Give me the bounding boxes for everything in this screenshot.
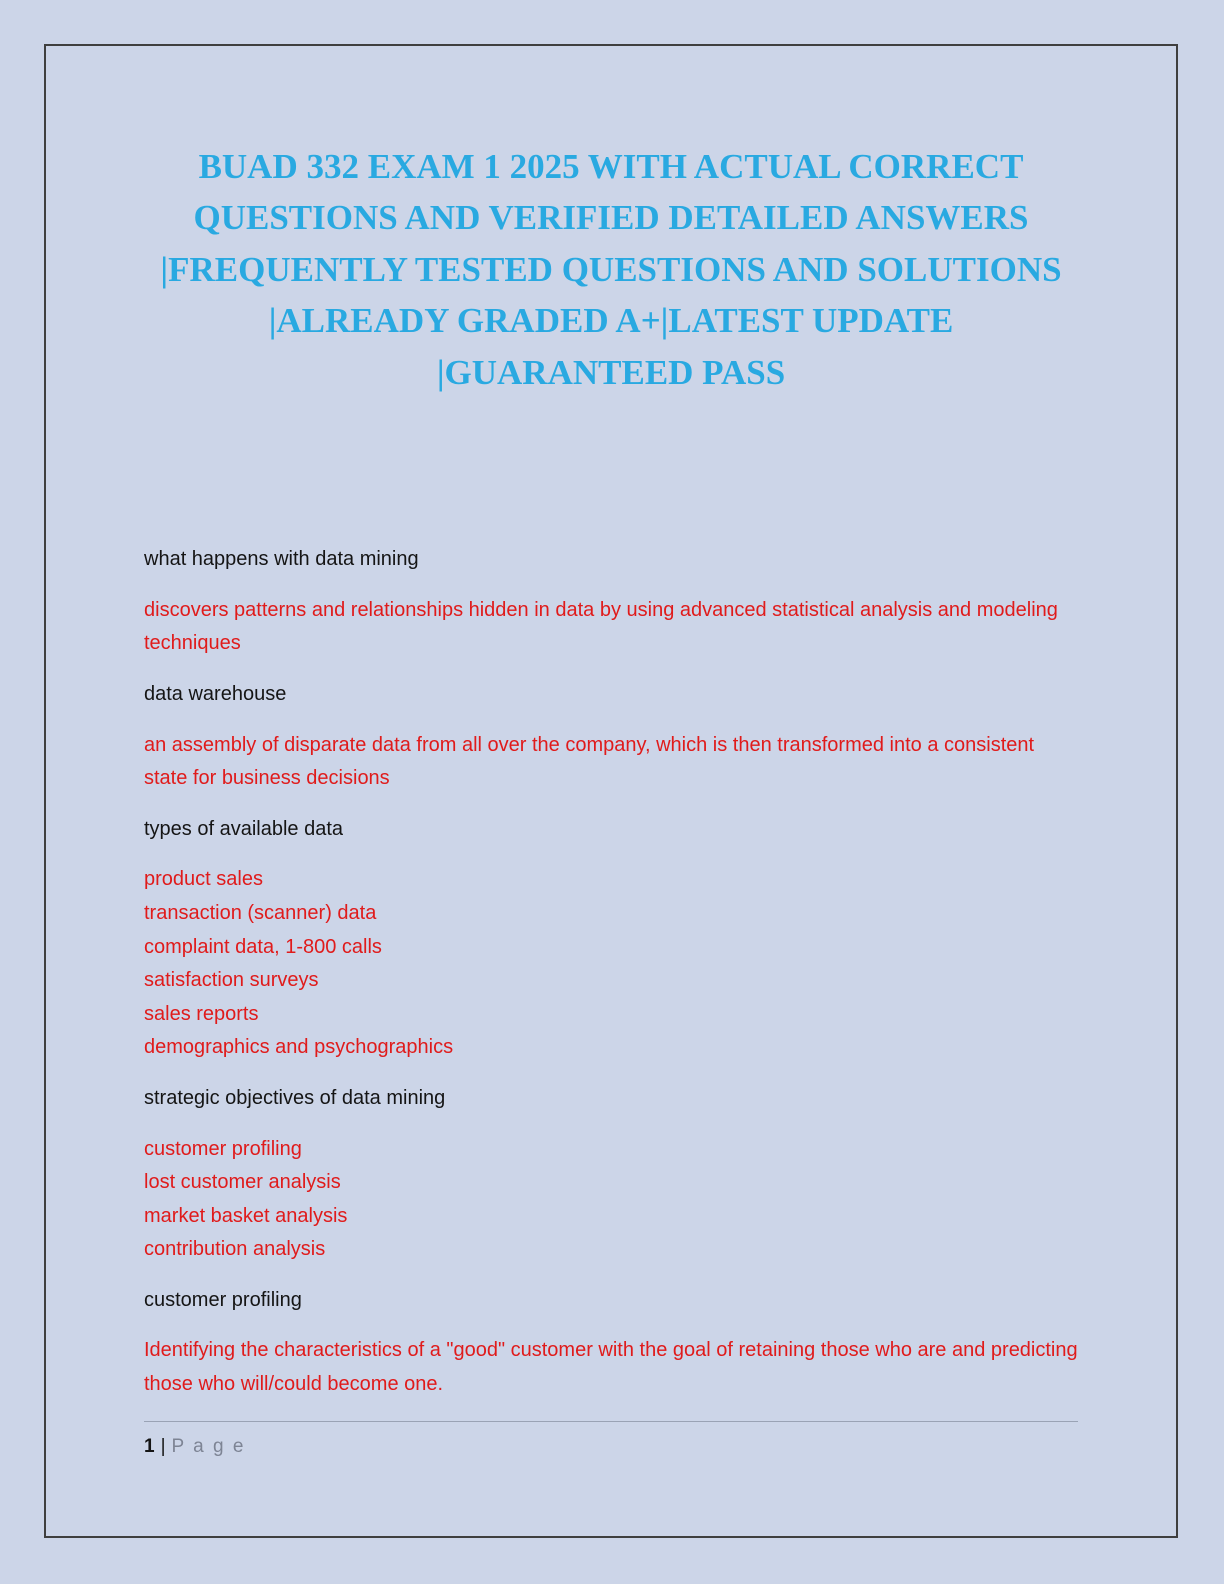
footer-page-label: P a g e bbox=[171, 1436, 246, 1457]
answer-text: customer profiling lost customer analysis market basket analysis contribution analysis bbox=[144, 1137, 348, 1261]
question-text: what happens with data mining bbox=[144, 548, 419, 571]
answer-text: an assembly of disparate data from all over the company, which is then transformed into a consistent state for business decisions bbox=[144, 733, 1035, 790]
page-frame bbox=[44, 44, 1178, 1538]
question-text: customer profiling bbox=[144, 1288, 302, 1311]
page-footer bbox=[144, 1421, 1078, 1458]
footer-page-number: 1 bbox=[144, 1436, 155, 1457]
answer-text: discovers patterns and relationships hidden in data by using advanced statistical analysis and modeling techniques bbox=[144, 598, 1058, 655]
question-text: data warehouse bbox=[144, 682, 287, 705]
question-text: types of available data bbox=[144, 817, 344, 840]
answer-text: Identifying the characteristics of a "good" customer with the goal of retaining those who are and predicting those who will/could become one. bbox=[144, 1339, 1078, 1396]
footer-separator: | bbox=[160, 1436, 166, 1457]
question-text: strategic objectives of data mining bbox=[144, 1086, 446, 1109]
document-title: BUAD 332 EXAM 1 2025 WITH ACTUAL CORRECT QUESTIONS AND VERIFIED DETAILED ANSWERS |FREQUENTLY TESTED QUESTIONS AND SOLUTIONS |ALREADY GRADED A+|LATEST UPDATE |GUARANTEED PASS bbox=[160, 147, 1062, 392]
page-body bbox=[46, 46, 1176, 1536]
answer-text: product sales transaction (scanner) data complaint data, 1-800 calls satisfaction surveys sales reports demographics and psychographics bbox=[144, 868, 454, 1059]
content-blocks bbox=[144, 543, 1078, 1401]
